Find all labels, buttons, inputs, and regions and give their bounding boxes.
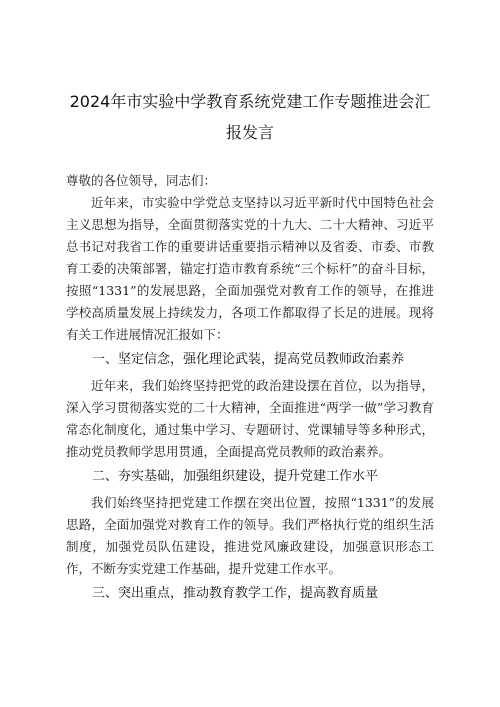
section-paragraph-2: 我们始终坚持把党建工作摆在突出位置，按照“1331”的发展思路，全面加强党对教育工作的领导。我们严格执行党的组织生活制度，加强党员队伍建设，推进党风廉政建设，加强意识形态工作，不断夯实党建工作基础，提升党建工作水平。 [66,495,434,576]
section-heading-3: 三、突出重点，推动教育教学工作，提高教育质量 [92,586,379,601]
section-heading-1: 一、坚定信念，强化理论武装，提高党员教师政治素养 [92,352,405,367]
intro-paragraph: 近年来，市实验中学党总支坚持以习近平新时代中国特色社会主义思想为指导，全面贯彻落实党的十九大、二十大精神、习近平总书记对我省工作的重要讲话重要指示精神以及省委、市委、市教育工委的决策部署，锚定打造市教育系统“三个标杆”的奋斗目标，按照“1331”的发展思路，全面加强党对教育工作的领导，在推进学校高质量发展上持续发力，各项工作都取得了长足的进展。现将有关工作进展情况汇报如下： [66,195,434,342]
greeting: 尊敬的各位领导，同志们： [66,173,217,188]
section-heading-2: 二、夯实基础，加强组织建设，提升党建工作水平 [92,469,379,484]
document-title: 2024年市实验中学教育系统党建工作专题推进会汇报发言 [69,92,431,142]
document-body [66,170,434,609]
section-paragraph-1: 近年来，我们始终坚持把党的政治建设摆在首位，以为指导，深入学习贯彻落实党的二十大精神，全面推进“两学一做”学习教育常态化制度化，通过集中学习、专题研讨、党课辅导等多种形式，推动党员教师学思用贯通，全面提高党员教师的政治素养。 [66,378,434,459]
